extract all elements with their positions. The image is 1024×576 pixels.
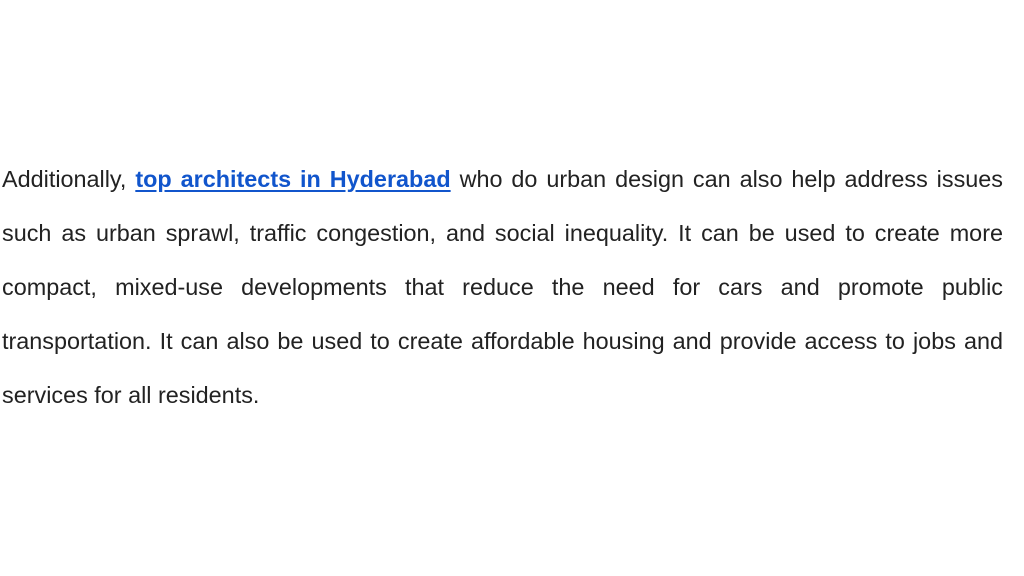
paragraph-body: who do urban design can also help address issues such as urban sprawl, traffic congestion, and social inequality. It can be used to create more compact, mixed-use developments that reduce the need for cars and promote public transportation. It can also be used to create affordable housing and provide access to jobs and services for all residents. (2, 166, 1003, 408)
paragraph-intro: Additionally, (2, 166, 136, 192)
body-paragraph (2, 152, 1003, 422)
architects-hyderabad-link[interactable]: top architects in Hyderabad (135, 166, 451, 192)
